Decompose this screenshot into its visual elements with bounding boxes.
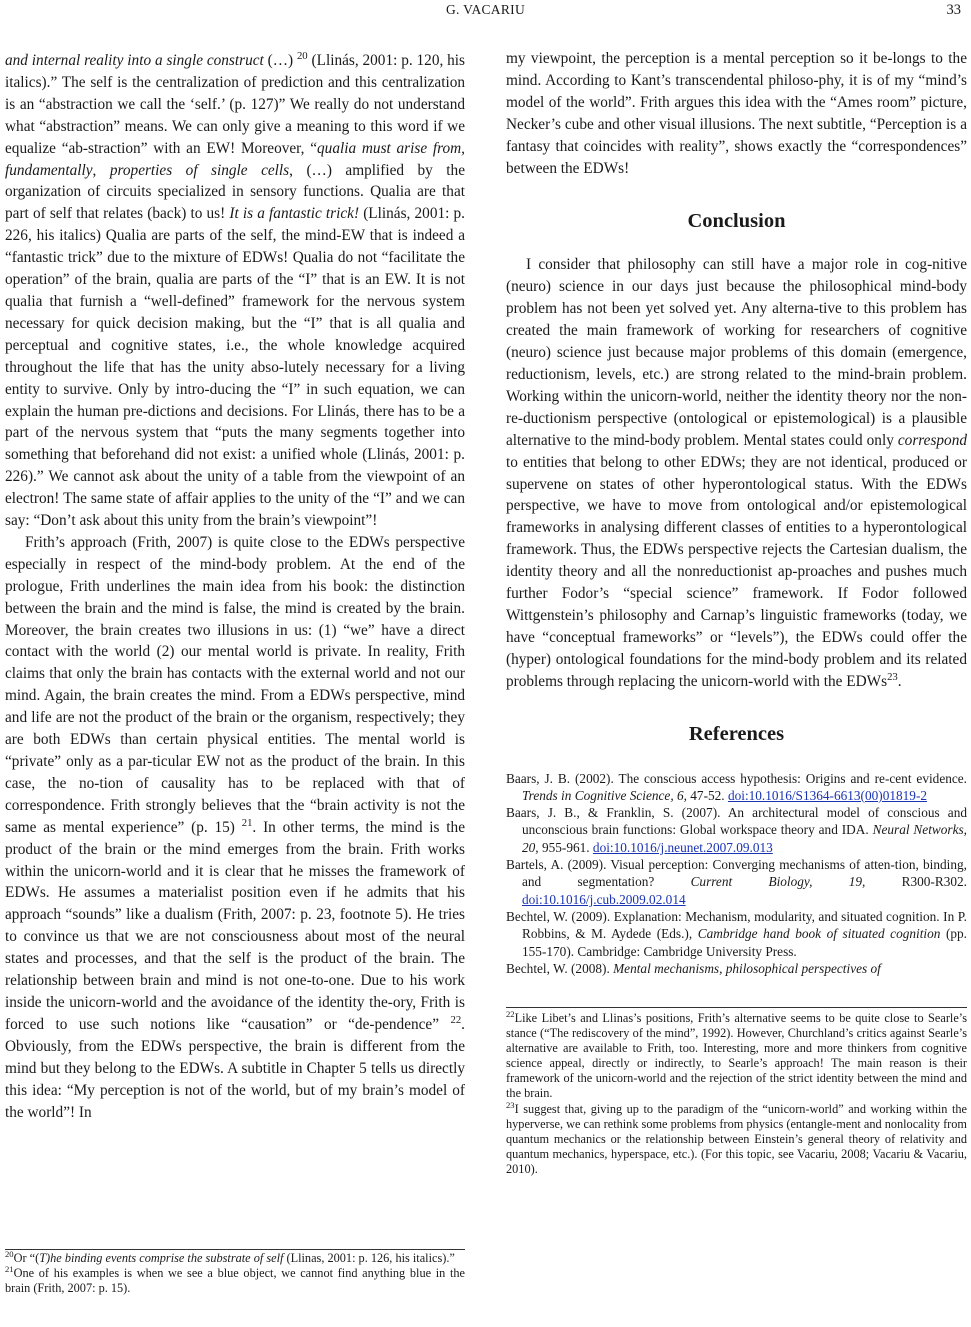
footnote-marker: 20 (5, 1248, 14, 1259)
reference-item (506, 856, 967, 908)
conclusion-paragraph (506, 254, 967, 692)
text-run: . In other terms, the mind is the product of the brain or the mind emerges from the brain. Frith works within the unicorn-world and it is clear that he misses the framework of EDWs. He assumes a materialist position even if he admits that his approach “sounds” like a dualism (Frith, 2007: p. 23, footnote 5). He tries to convince us that we are not consciousness about most of the neural states and processes, and that the self is the product of the brain. The relationship between brain and mind is not one-to-one. Due to his work inside the unicorn-world and the avoidance of the identity the-ory, Frith is forced to use such notions like “causation” or “de-pendence” (5, 818, 465, 1033)
text-run: Baars, J. B. (2002). The conscious access hypothesis: Origins and re-cent evidence. (506, 770, 967, 786)
italic-run: T)he binding events comprise the substrate of self (39, 1251, 284, 1265)
italic-run: It is a fantastic trick! (229, 205, 360, 223)
italic-run: Trends in Cognitive Science, 6, (522, 787, 687, 803)
running-head-author: G. VACARIU (445, 2, 526, 17)
text-run: (Llinas, 2001: p. 126, his italics).” (283, 1251, 455, 1265)
text-run: (pp. 155-170). Cambridge: Cambridge University Press. (522, 926, 967, 959)
doi-link[interactable]: doi:10.1016/j.neunet.2007.09.013 (592, 839, 773, 855)
footnote-22 (506, 1008, 967, 1102)
italic-run: properties of single cells (109, 161, 290, 179)
text-run: , (…) amplified by the organization of circuits specialized in sensory functions. Qualia are that part of self that relates (back) to us! (5, 161, 465, 223)
body-paragraph (5, 532, 465, 1123)
section-heading-references: References (688, 722, 785, 745)
text-run: R300-R302. (865, 874, 967, 890)
text-run: One of his examples is when we see a blue object, we cannot find anything blue in the brain (Frith, 2007: p. 15). (5, 1266, 465, 1296)
footnote-marker: 21 (5, 1264, 14, 1274)
text-run: (Llinás, 2001: p. 226, his italics) Qualia are parts of the self, the mind-EW that is indeed a “fantastic trick” due to the mixture of EDWs! Qualia do not “facilitate the operation” of the brain, qualia are parts of the “I” that is an EW. It is not qualia that furnish a “well-defined” framework for the nervous system necessary for quick decision making, but the “I” that is all qualia and perceptual and cognitive states, i.e., the whole knowledge acquired throughout the life that has the unity abso-lutely necessary for a living entity to survive. Only by intro-ducing the “I” in such equation, we can explain the human pre-dictions and decisions. For Llinás, there has to be a part of the nervous system that “puts the many segments together into something that beforehand did not exist: a unified whole (Llinás, 2001: p. 226).” We cannot ask about the unity of a table from the viewpoint of an electron! The same state of affair applies to the unity of the “I” and we can say: “Don’t ask about this unity from the brain’s viewpoint”! (5, 205, 465, 530)
italic-run: qualia must arise from, fundamentally (5, 139, 465, 179)
text-run: I suggest that, giving up to the paradigm of the “unicorn-world” and working within the hyperverse, we can rethink some problems from physics (entangle-ment and nonlocality from quantum mechanics or the relationship between Einstein’s general theory of relativity and quantum mechanics, hyperspace, etc.). (For this topic, see Vacariu, 2008; Vacariu & Vacariu, 2010). (506, 1101, 967, 1176)
footnote-marker: 20 (296, 49, 308, 62)
text-run: , (92, 161, 110, 179)
footnotes-left (5, 1248, 465, 1296)
right-column (506, 48, 967, 977)
text-run: my viewpoint, the perception is a mental perception so it be-longs to the mind. According to Kant’s transcendental philoso-phy, it is of my “mind’s model of the world”. Frith argues this idea with the “Ames room” picture, Necker’s cube and other visual illusions. The next subtitle, “Perception is a fantasy that coincides with reality”, shows exactly the “correspondences” between the EDWs! (506, 50, 967, 177)
footnote-23 (506, 1099, 967, 1177)
footnote-marker: 22 (506, 1008, 515, 1019)
text-run: I consider that philosophy can still have a major role in cog-nitive (neuro) science in our days just because the philosophical mind-body problem has not been yet solved yet. Any alterna-tive to this problem has created the main framework of working for researchers of cognitive (neuro) science just because major problems of this domain (emergence, reductionism, levels, etc.) are strong related to the mind-brain problem. Working within the unicorn-world, neither the identity theory nor the non- re-ductionism perspective (ontological or epistemological) is a plausible alternative to the mind-body problem. Mental states could only (506, 256, 967, 449)
italic-run: correspond (897, 431, 967, 449)
text-run: Like Libet’s and Llinas’s positions, Frith’s alternative seems to be quite close to Searle’s stance (“The rediscovery of the mind”, 1992). However, Churchland’s critics against Searle’s alternative are available to Frith, too. Interesting, more and more thinkers from cognitive science appeal, directly or indirectly, to Searle’s approach! The main reason is their framework of the unicorn-world and the rejection of the strict identity between the mind and the brain. (506, 1011, 967, 1101)
footnote-20 (5, 1248, 465, 1266)
footnote-marker: 23 (506, 1099, 515, 1110)
footnote-marker: 21 (241, 816, 253, 829)
text-run: Frith’s approach (Frith, 2007) is quite close to the EDWs perspective especially in respect of the mind-body problem. At the end of the prologue, Frith underlines the main idea from his book: the distinction between the brain and the mind is false, the mind is created by the brain. Moreover, the brain creates two illusions in us: (1) “we” have a direct contact with the world (2) our mental world is private. In reality, Frith claims that only the brain has contacts with the external world and not our mind. Again, the brain creates the mind. From a EDWs perspective, mind and life are not the product of the brain or the organism, respectively; they are both EDWs than certain physical entities. The mental world is “private” only as a par-ticular EW not as the product of the brain. In this case, the no-tion of causality has to be replaced with that of correspondence. Frith strongly believes that the “brain activity is not the same as mental experience” (p. 15) (5, 533, 465, 836)
left-column (5, 50, 465, 1123)
italic-run: Cambridge hand book of situated cognition (697, 926, 941, 942)
text-run: Or “( (13, 1251, 40, 1265)
footnote-marker: 23 (887, 670, 898, 683)
page-number: 33 (946, 2, 961, 18)
reference-item (506, 804, 967, 856)
text-run: Baars, J. B., & Franklin, S. (2007). An architectural model of conscious and unconscious brain functions: Global workspace theory and IDA. (506, 805, 967, 838)
footnote-21 (5, 1266, 465, 1296)
text-run: Bartels, A. (2009). Visual perception: Converging mechanisms of atten-tion, binding, and segmentation? (506, 857, 967, 890)
body-paragraph (506, 48, 967, 179)
body-paragraph (5, 50, 465, 532)
italic-run: Mental mechanisms, philosophical perspectives of (613, 960, 881, 976)
italic-run: Neural Networks, 20, (522, 822, 967, 855)
text-run: 47-52. (686, 787, 728, 803)
footnotes-right (506, 1008, 967, 1177)
text-run: to entities that belong to other EDWs; they are not identical, produced or supervene on states of other hyperontological status. With the EDWs perspective, we have to move from ontological and/or epistemological frameworks in analysing different classes of entities to a hyperontological framework. Thus, the EDWs perspective rejects the Cartesian dualism, the identity theory and all the nonreductionist ap-proaches and pushes much further Fodor’s “special science” framework. If Fodor followed Wittgenstein’s philosophy and Carnap’s linguistic frameworks (today, we have “conceptual frameworks” or “levels”), the EDWs could offer the (hyper) ontological foundations for the mind-body problem and its related problems through replacing the unicorn-world with the EDWs (506, 453, 967, 690)
doi-link[interactable]: doi:10.1016/S1364-6613(00)01819-2 (727, 787, 928, 803)
text-run: 955-961. (538, 839, 593, 855)
italic-run: and internal reality into a single construct (5, 52, 264, 69)
text-run: (Llinás, 2001: p. 120, his italics).” The self is the centralization of prediction and this centralization is an “abstraction we call the ‘self.’ (p. 127)” We really do not understand what “abstraction” means. We can only give a meaning to this word if we equalize “ab-straction” with an EW! Moreover, “ (5, 52, 465, 157)
footnote-rule-left (5, 1249, 465, 1250)
reference-item (506, 908, 967, 960)
text-run: . Obviously, from the EDWs perspective, the brain is different from the mind but they belong to the EDWs. A subtitle in Chapter 5 tells us directly this idea: “My perception is not of the world, but of my brain’s model of the world”! In (5, 1015, 465, 1121)
footnote-rule-right (506, 1007, 967, 1008)
text-run: Bechtel, W. (2009). Explanation: Mechanism, modularity, and situated cognition. In P. Robbins, & M. Aydede (Eds.), (506, 908, 967, 942)
doi-link[interactable]: doi:10.1016/j.cub.2009.02.014 (522, 891, 686, 907)
italic-run: Current Biology, 19, (690, 874, 866, 890)
reference-item (506, 770, 967, 805)
text-run: Bechtel, W. (2008). (506, 960, 614, 976)
reference-item (506, 960, 967, 977)
text-run: (…) (263, 52, 297, 69)
section-heading-conclusion: Conclusion (687, 210, 786, 233)
footnote-marker: 22 (450, 1013, 462, 1026)
reference-list (506, 770, 967, 978)
text-run: . (897, 672, 902, 690)
